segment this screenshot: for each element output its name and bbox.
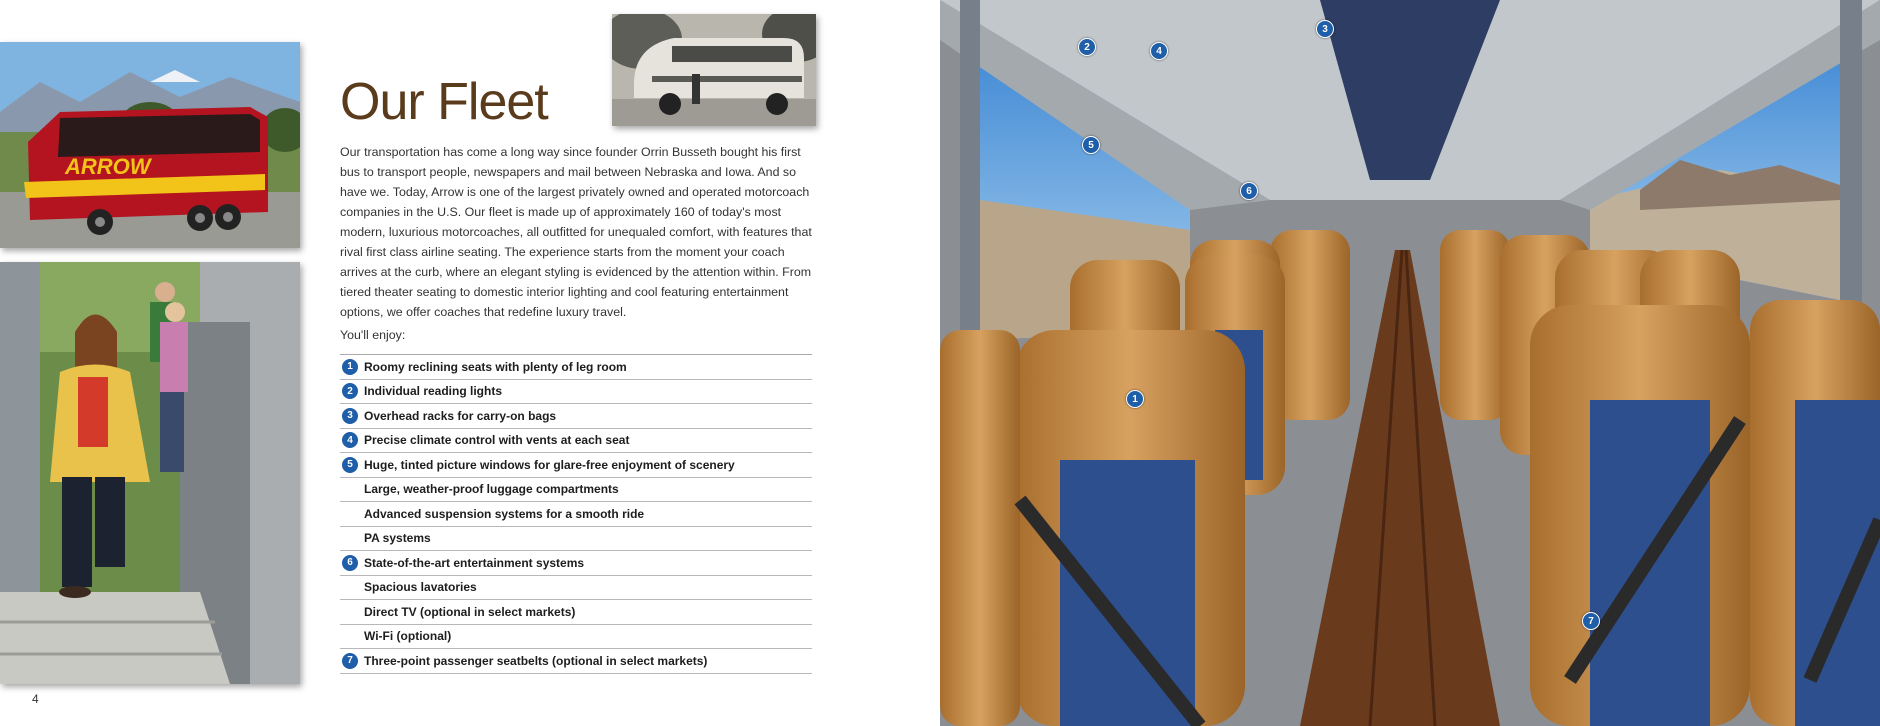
page-number: 4 (32, 692, 39, 706)
feature-marker: 1 (342, 359, 358, 375)
feature-marker (342, 604, 358, 620)
feature-marker (342, 530, 358, 546)
feature-marker: 4 (342, 432, 358, 448)
feature-item (340, 625, 812, 650)
feature-text: Overhead racks for carry-on bags (364, 408, 557, 423)
feature-marker: 3 (342, 408, 358, 424)
feature-text: Huge, tinted picture windows for glare-free enjoyment of scenery (364, 457, 735, 472)
feature-item (340, 527, 812, 552)
feature-text: Individual reading lights (364, 384, 503, 399)
marker-6: 6 (1240, 182, 1258, 200)
feature-item (340, 600, 812, 625)
feature-text: Large, weather-proof luggage compartments (364, 482, 619, 497)
feature-marker: 2 (342, 383, 358, 399)
feature-text: Three-point passenger seatbelts (optional in select markets) (364, 653, 708, 668)
feature-marker (342, 506, 358, 522)
boarding-passengers-photo (0, 262, 300, 684)
marker-3-overhead: 3 (1316, 20, 1334, 38)
feature-item (340, 502, 812, 527)
bus-logo-text: ARROW (65, 154, 151, 179)
enjoy-label: You'll enjoy: (340, 328, 406, 342)
feature-text: Wi-Fi (optional) (364, 629, 452, 644)
feature-item (340, 380, 812, 405)
feature-text: Advanced suspension systems for a smooth ride (364, 506, 645, 521)
fleet-intro-paragraph: Our transportation has come a long way since founder Orrin Busseth bought his first bus to transport people, newspapers and mail between Nebraska and Iowa. And so have we. Today, Arrow is one of the largest privately owned and operated motorcoach companies in the U.S. Our fleet is made up of approximately 160 of today's most modern, luxurious motorcoaches, all outfitted for unequaled comfort, with features that rival first class airline seating. The experience starts from the moment your coach arrives at the curb, where an elegant styling is evidenced by the attention within. From tiered theater seating to domestic interior lighting and cool featuring entertainment options, we offer coaches that redefine luxury travel. (340, 145, 812, 319)
feature-marker: 7 (342, 653, 358, 669)
feature-text: Precise climate control with vents at each seat (364, 433, 630, 448)
feature-item (340, 429, 812, 454)
feature-text: PA systems (364, 531, 431, 546)
feature-item (340, 355, 812, 380)
feature-item (340, 478, 812, 503)
feature-item (340, 649, 812, 674)
feature-item (340, 551, 812, 576)
feature-marker (342, 579, 358, 595)
marker-4: 4 (1150, 42, 1168, 60)
feature-text: Direct TV (optional in select markets) (364, 604, 576, 619)
marker-5: 5 (1082, 136, 1100, 154)
marker-2: 2 (1078, 38, 1096, 56)
feature-marker (342, 628, 358, 644)
feature-list (340, 354, 812, 674)
feature-text: Roomy reclining seats with plenty of leg room (364, 359, 627, 374)
page-title: Our Fleet (340, 73, 548, 131)
marker-7: 7 (1582, 612, 1600, 630)
feature-item (340, 404, 812, 429)
bus-interior-photo (940, 0, 1880, 726)
marker-1: 1 (1126, 390, 1144, 408)
feature-item (340, 576, 812, 601)
feature-text: Spacious lavatories (364, 580, 477, 595)
vintage-bus-photo (612, 14, 816, 126)
feature-marker: 6 (342, 555, 358, 571)
feature-marker (342, 481, 358, 497)
feature-marker: 5 (342, 457, 358, 473)
feature-item (340, 453, 812, 478)
feature-text: State-of-the-art entertainment systems (364, 555, 585, 570)
bus-exterior-photo (0, 42, 300, 248)
